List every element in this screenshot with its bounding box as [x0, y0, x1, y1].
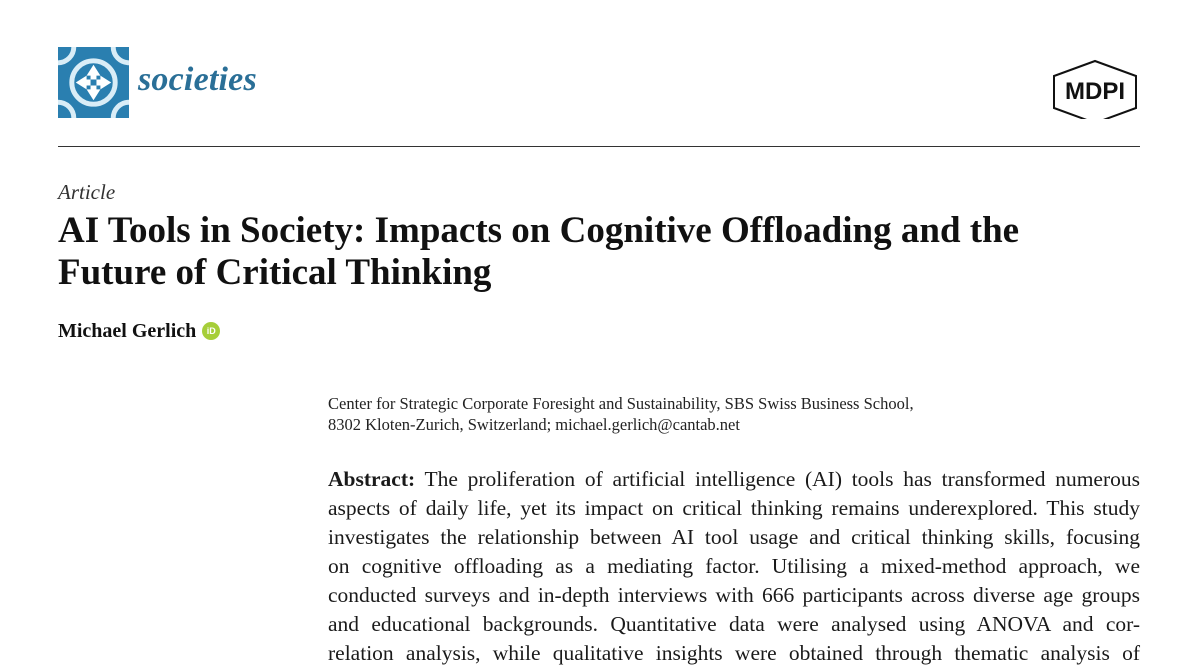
abstract-line: aspects of daily life, yet its impact on critical thinking remains underexplored. This study	[328, 496, 1140, 520]
orcid-icon[interactable]: iD	[202, 322, 220, 340]
abstract-text: The proliferation of artificial intelligence (AI) tools has transformed numerous	[415, 467, 1140, 491]
journal-header	[58, 47, 1140, 119]
abstract-line: investigates the relationship between AI tool usage and critical thinking skills, focusing	[328, 525, 1140, 549]
affiliation	[328, 393, 1128, 435]
abstract-line: on cognitive offloading as a mediating factor. Utilising a mixed-method approach, we	[328, 554, 1140, 578]
journal-name: societies	[138, 61, 257, 98]
article-title-line: AI Tools in Society: Impacts on Cognitive Offloading and the	[58, 210, 1020, 251]
abstract-line: and educational backgrounds. Quantitative data were analysed using ANOVA and cor-	[328, 612, 1140, 636]
abstract-line: relation analysis, while qualitative insights were obtained through thematic analysis of	[328, 641, 1140, 665]
article-title	[58, 210, 1148, 294]
abstract-label: Abstract:	[328, 467, 416, 491]
societies-logo-icon	[58, 47, 129, 118]
mdpi-logo-icon	[1050, 59, 1140, 119]
article-type: Article	[58, 180, 116, 204]
article-title-line: Future of Critical Thinking	[58, 252, 492, 293]
author-line	[58, 320, 220, 343]
affiliation-line: 8302 Kloten-Zurich, Switzerland; michael.gerlich@cantab.net	[328, 415, 740, 434]
author-name[interactable]: Michael Gerlich	[58, 320, 197, 342]
affiliation-line: Center for Strategic Corporate Foresight and Sustainability, SBS Swiss Business School,	[328, 394, 914, 413]
publisher-name: MDPI	[1065, 78, 1125, 105]
abstract	[328, 465, 1140, 668]
abstract-line: conducted surveys and in-depth interviews with 666 participants across diverse age groups	[328, 583, 1140, 607]
header-divider	[58, 146, 1140, 147]
abstract-line	[328, 465, 1140, 494]
